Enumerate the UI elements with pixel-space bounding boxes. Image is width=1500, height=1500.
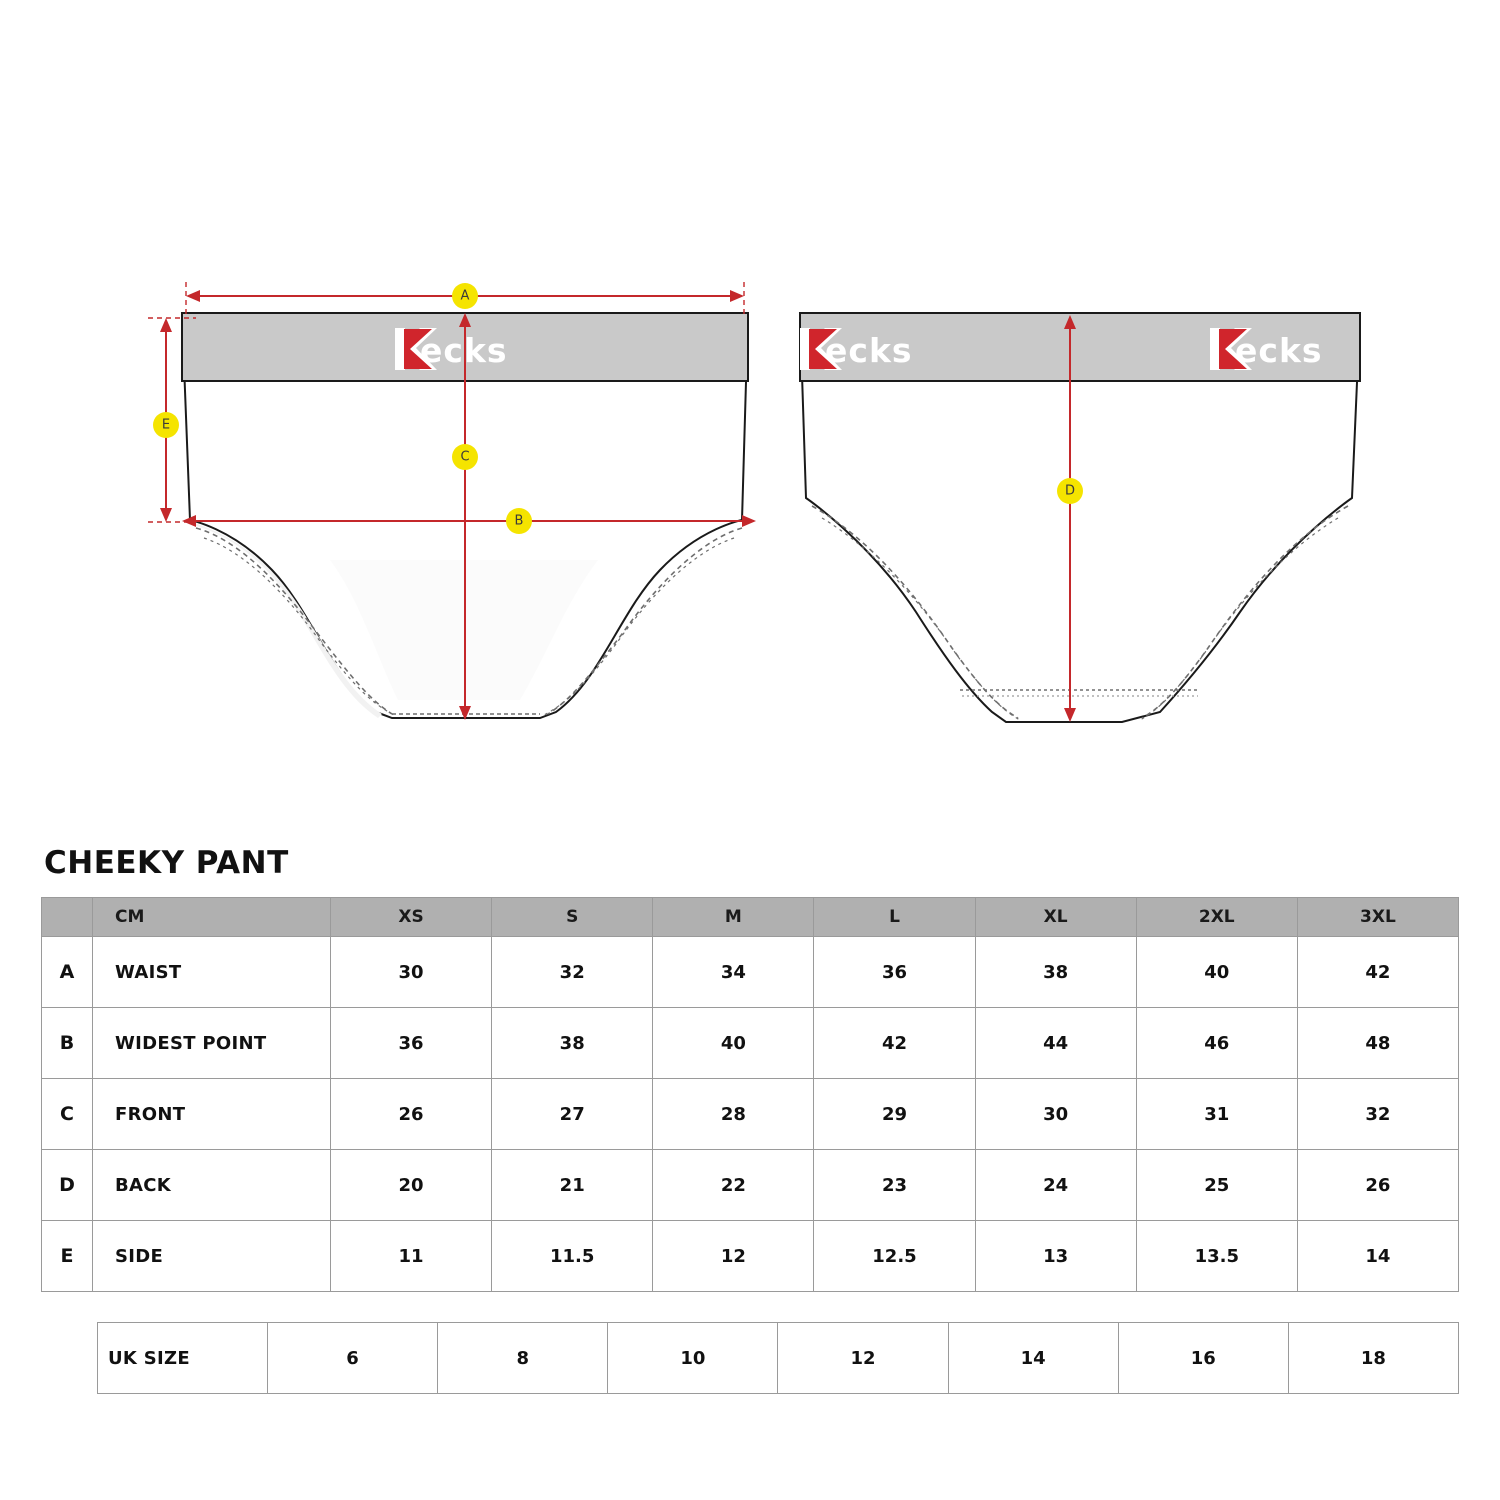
cell-value: 48 — [1297, 1008, 1458, 1079]
svg-text:ecks: ecks — [825, 331, 913, 370]
header-cell-l: L — [814, 898, 975, 937]
uk-size-value: 10 — [608, 1323, 778, 1394]
cell-value: 12.5 — [814, 1221, 975, 1292]
uk-size-value: 18 — [1288, 1323, 1458, 1394]
svg-text:C: C — [460, 449, 470, 465]
header-cell-xl: XL — [975, 898, 1136, 937]
row-name: WIDEST POINT — [93, 1008, 331, 1079]
header-cell-xs: XS — [331, 898, 492, 937]
cell-value: 25 — [1136, 1150, 1297, 1221]
header-cell-3xl: 3XL — [1297, 898, 1458, 937]
cell-value: 26 — [331, 1079, 492, 1150]
cell-value: 36 — [814, 937, 975, 1008]
row-name: WAIST — [93, 937, 331, 1008]
cell-value: 13 — [975, 1221, 1136, 1292]
uk-size-value: 12 — [778, 1323, 948, 1394]
svg-text:B: B — [514, 513, 524, 529]
cell-value: 36 — [331, 1008, 492, 1079]
brand-logo-back-left — [800, 328, 913, 370]
table-row — [42, 937, 1459, 1008]
header-cell-s: S — [492, 898, 653, 937]
cell-value: 32 — [1297, 1079, 1458, 1150]
cell-value: 46 — [1136, 1008, 1297, 1079]
cell-value: 30 — [975, 1079, 1136, 1150]
svg-text:A: A — [460, 288, 470, 304]
svg-text:ecks: ecks — [420, 331, 508, 370]
cell-value: 12 — [653, 1221, 814, 1292]
cell-value: 27 — [492, 1079, 653, 1150]
svg-text:ecks: ecks — [1235, 331, 1323, 370]
cell-value: 21 — [492, 1150, 653, 1221]
back-view — [800, 313, 1360, 722]
cell-value: 31 — [1136, 1079, 1297, 1150]
cell-value: 13.5 — [1136, 1221, 1297, 1292]
cell-value: 44 — [975, 1008, 1136, 1079]
cell-value: 26 — [1297, 1150, 1458, 1221]
cell-value: 11.5 — [492, 1221, 653, 1292]
uk-size-value: 8 — [438, 1323, 608, 1394]
row-letter: A — [42, 937, 93, 1008]
row-name: BACK — [93, 1150, 331, 1221]
uk-size-value: 14 — [948, 1323, 1118, 1394]
size-chart-table — [41, 897, 1459, 1292]
uk-size-label: UK SIZE — [98, 1323, 268, 1394]
cell-value: 32 — [492, 937, 653, 1008]
uk-size-row — [98, 1323, 1459, 1394]
cell-value: 11 — [331, 1221, 492, 1292]
row-name: FRONT — [93, 1079, 331, 1150]
brand-logo-front — [395, 328, 508, 370]
header-cell-cm: CM — [93, 898, 331, 937]
row-letter: E — [42, 1221, 93, 1292]
cell-value: 14 — [1297, 1221, 1458, 1292]
row-letter: B — [42, 1008, 93, 1079]
uk-size-value: 16 — [1118, 1323, 1288, 1394]
row-letter: C — [42, 1079, 93, 1150]
cell-value: 30 — [331, 937, 492, 1008]
cell-value: 22 — [653, 1150, 814, 1221]
header-cell-m: M — [653, 898, 814, 937]
cell-value: 38 — [975, 937, 1136, 1008]
table-row — [42, 1079, 1459, 1150]
cell-value: 34 — [653, 937, 814, 1008]
front-view — [148, 282, 756, 720]
row-name: SIDE — [93, 1221, 331, 1292]
cell-value: 38 — [492, 1008, 653, 1079]
table-row — [42, 1221, 1459, 1292]
table-row — [42, 1008, 1459, 1079]
brand-logo-back-right — [1210, 328, 1323, 370]
cell-value: 28 — [653, 1079, 814, 1150]
cell-value: 42 — [1297, 937, 1458, 1008]
cell-value: 29 — [814, 1079, 975, 1150]
svg-text:E: E — [161, 417, 171, 433]
cell-value: 42 — [814, 1008, 975, 1079]
cell-value: 40 — [653, 1008, 814, 1079]
cell-value: 24 — [975, 1150, 1136, 1221]
svg-text:D: D — [1064, 483, 1076, 499]
table-header-row — [42, 898, 1459, 937]
header-cell-2xl: 2XL — [1136, 898, 1297, 937]
uk-size-table — [97, 1322, 1459, 1394]
cell-value: 40 — [1136, 937, 1297, 1008]
header-cell-blank — [42, 898, 93, 937]
row-letter: D — [42, 1150, 93, 1221]
uk-size-value: 6 — [268, 1323, 438, 1394]
table-row — [42, 1150, 1459, 1221]
page-title: CHEEKY PANT — [44, 845, 289, 881]
cell-value: 20 — [331, 1150, 492, 1221]
cell-value: 23 — [814, 1150, 975, 1221]
